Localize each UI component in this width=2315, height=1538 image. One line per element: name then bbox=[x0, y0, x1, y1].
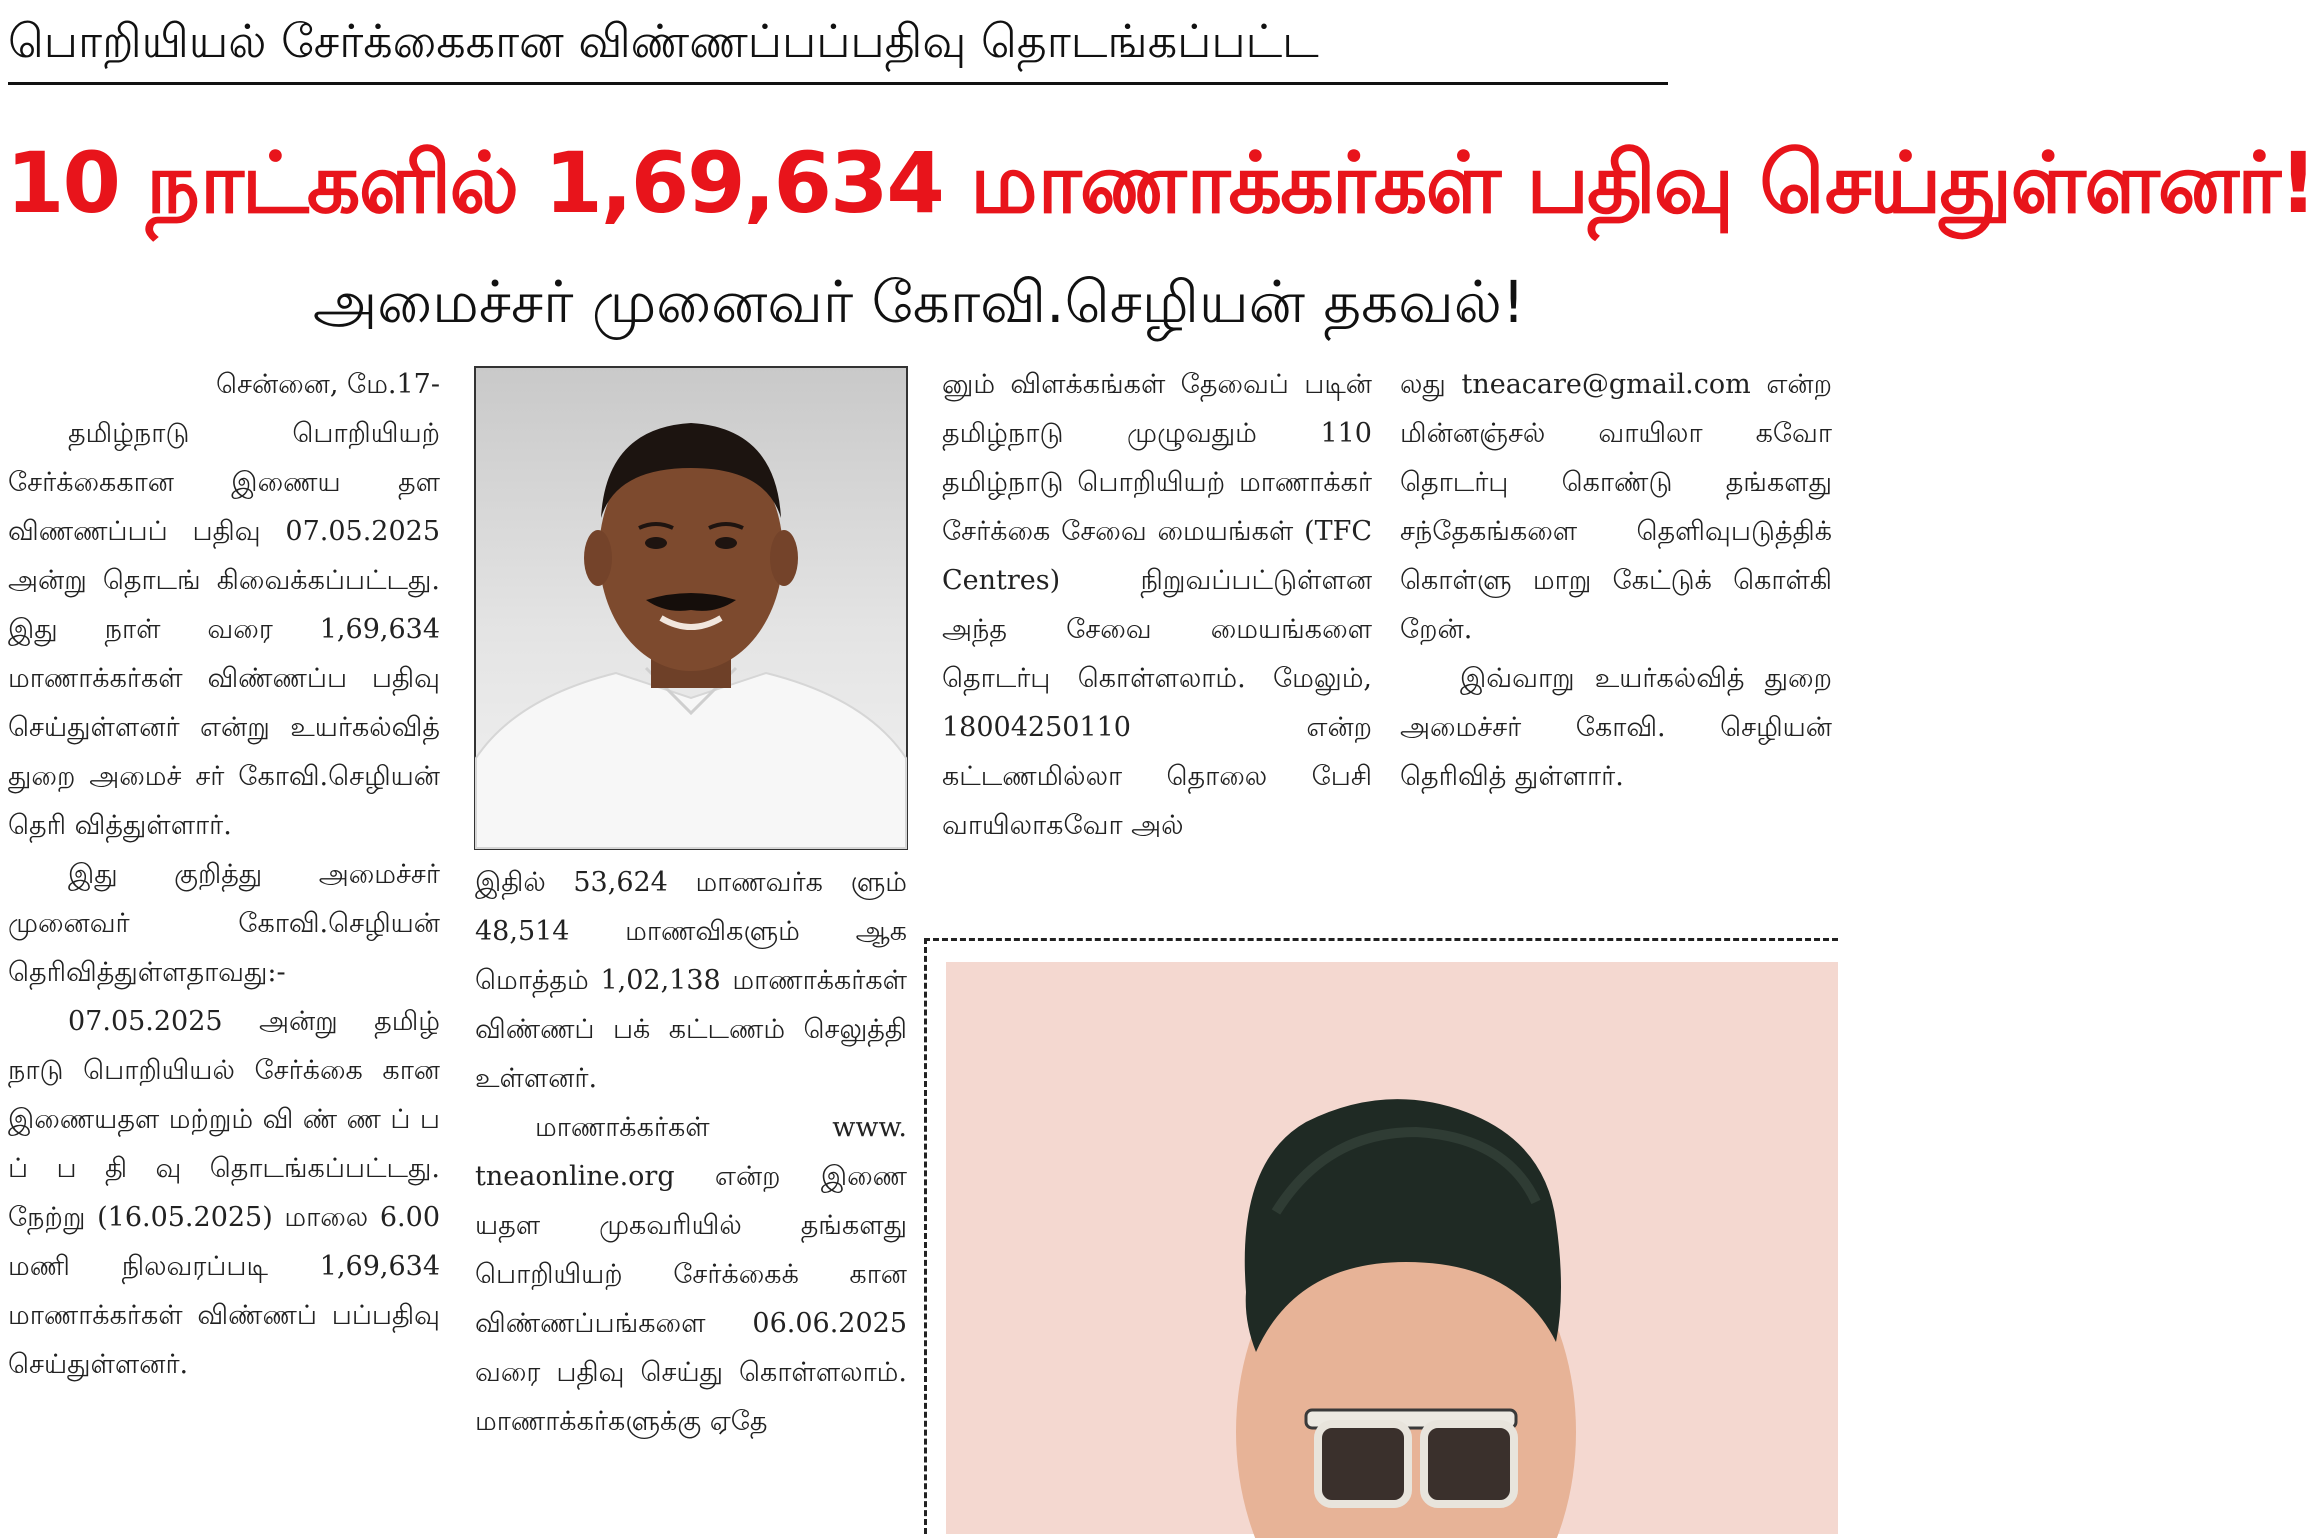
article-column-2 bbox=[475, 858, 907, 1534]
kicker-underline bbox=[8, 82, 1668, 85]
main-headline: 10 நாட்களில் 1,69,634 மாணாக்கர்கள் பதிவு செய்துள்ளனர்! bbox=[6, 134, 2315, 232]
paragraph: லது tneacare@gmail.com என்ற மின்னஞ்சல் வாயிலா கவோ தொடர்பு கொண்டு தங்களது சந்தேகங்களை தெளிவுபடுத்திக் கொள்ளு மாறு கேட்டுக் கொள்கி றேன். bbox=[1400, 369, 1832, 645]
sub-headline: அமைச்சர் முனைவர் கோவி.செழியன் தகவல்! bbox=[312, 268, 1526, 336]
paragraph: 07.05.2025 அன்று தமிழ் நாடு பொறியியல் சேர்க்கை கான இணையதள மற்றும் வி ண் ண ப் ப ப் ப தி வு தொடங்கப்பட்டது. நேற்று (16.05.2025) மாலை 6.00 மணி நிலவரப்படி 1,69,634 மாணாக்கர்கள் விண்ணப் பப்பதிவு செய்துள்ளனர். bbox=[8, 1006, 440, 1380]
paragraph: தமிழ்நாடு பொறியியற் சேர்க்கைகான இணைய தள விணணப்பப் பதிவு 07.05.2025 அன்று தொடங் கிவைக்கப்பட்டது. இது நாள் வரை 1,69,634 மாணாக்கர்கள் விண்ணப்ப பதிவு செய்துள்ளனர் என்று உயர்கல்வித் துறை அமைச் சர் கோவி.செழியன் தெரி வித்துள்ளார். bbox=[8, 418, 440, 841]
article-column-1 bbox=[8, 360, 440, 1534]
paragraph: னும் விளக்கங்கள் தேவைப் படின் தமிழ்நாடு முழுவதும் 110 தமிழ்நாடு பொறியியற் மாணாக்கர் சேர்க்கை சேவை மையங்கள் (TFC Centres) நிறுவப்பட்டுள்ளன அந்த சேவை மையங்களை தொடர்பு கொள்ளலாம். மேலும், 18004250110 என்ற கட்டணமில்லா தொலை பேசி வாயிலாகவோ அல் bbox=[942, 369, 1372, 841]
paragraph: இவ்வாறு உயர்கல்வித் துறை அமைச்சர் கோவி. செழியன் தெரிவித் துள்ளார். bbox=[1400, 663, 1832, 792]
ad-box-border-left bbox=[924, 938, 927, 1534]
ad-box-border-top bbox=[924, 938, 1838, 941]
paragraph: மாணாக்கர்கள் www. tneaonline.org என்ற இணை யதள முகவரியில் தங்களது பொறியியற் சேர்க்கைக் கான விண்ணப்பங்களை 06.06.2025 வரை பதிவு செய்து கொள்ளலாம். மாணாக்கர்களுக்கு ஏதே bbox=[475, 1112, 907, 1437]
kicker-headline: பொறியியல் சேர்க்கைகான விண்ணப்பப்பதிவு தொடங்கப்பட்ட bbox=[8, 14, 1319, 68]
minister-photo bbox=[474, 366, 908, 850]
paragraph: இதில் 53,624 மாணவர்க ளும் 48,514 மாணவிகளும் ஆக மொத்தம் 1,02,138 மாணாக்கர்கள் விண்ணப் பக் கட்டணம் செலுத்தி உள்ளனர். bbox=[475, 867, 907, 1094]
article-column-4 bbox=[1400, 360, 1832, 900]
paragraph: இது குறித்து அமைச்சர் முனைவர் கோவி.செழியன் தெரிவித்துள்ளதாவது:- bbox=[8, 859, 440, 988]
chief-minister-photo bbox=[946, 962, 1838, 1534]
dateline: சென்னை, மே.17- bbox=[215, 369, 440, 400]
minister-portrait-image bbox=[476, 368, 906, 848]
article-column-3 bbox=[942, 360, 1372, 900]
portrait-image bbox=[946, 962, 1838, 1534]
